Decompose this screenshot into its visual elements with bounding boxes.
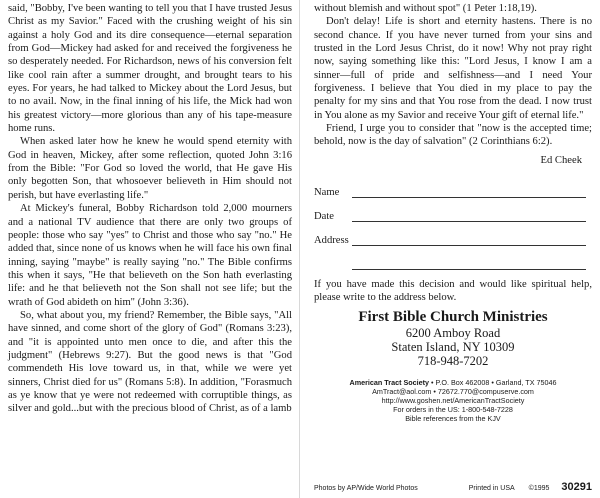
paragraph-what-about-you: So, what about you, my friend? Remember, the Bible says, "All have sinned, and come short of the glory of God" (Romans 3:23), and "it is appointed unto men once to die, and after this the judgment" (Hebrews 9:27). But the good news is that "God commendeth His love toward us, in that, while we were yet sinners, Christ died for us" (Romans 5:8). In addition, "Forasmuch as ye know that ye were not redeemed with corruptible things, as silver and gold...but with the precious blood of Christ, as of a lamb (8, 309, 292, 415)
ats-name: American Tract Society (349, 378, 430, 388)
ats-orders: For orders in the US: 1-800-548-7228 (393, 405, 513, 415)
copyright-year: ©1995 (528, 485, 550, 492)
photo-credit: Photos by AP/Wide World Photos (314, 485, 418, 492)
ats-email: AmTract@aol.com • 72672.770@compuserve.com (372, 387, 534, 397)
address-field-2[interactable] (314, 246, 592, 270)
name-label: Name (314, 186, 340, 198)
help-text: If you have made this decision and would like spiritual help, please write to the address below. (314, 278, 592, 304)
paragraph-continuation: without blemish and without spot" (1 Peter 1:18,19). (314, 3, 537, 14)
paragraph-dont-delay: Don't delay! Life is short and eternity hastens. There is no second chance. If you have never turned from your sins and trusted in the Lord Jesus Christ, do it now! Why not pray right now, saying something like this: "Lord Jesus, I know I am a sinner—full of pride and selfishness—and I need Your forgiveness. I believe that You died in my place to pay the penalty for my sins and that You rose from the dead. I now trust in You alone as my Savior and receive Your gift of eternal life." (314, 16, 592, 121)
address-label: Address (314, 234, 349, 246)
paragraph-eternity: When asked later how he knew he would spend eternity with God in heaven, Mickey, after some reflection, quoted John 3:16 from the Bible: "For God so loved the world, that He gave His only begotten Son, that whosoever believeth in Him should not perish, but have everlasting life." (8, 136, 292, 201)
address-line[interactable] (352, 233, 586, 246)
paragraph-funeral: At Mickey's funeral, Bobby Richardson told 2,000 mourners and a national TV audience that there are only two groups of people: those who say "yes" to Christ and those who say "no." He added that, since none of us knows when he will face his own final inning, saying "maybe" is really saying "no." The Bible confirms this when it says, "He that believeth on the Son hath everlasting life: and he that believeth not the Son shall not see life; but the wrath of God abideth on him" (John 3:36). (8, 203, 292, 308)
org-block (314, 308, 592, 368)
org-name: First Bible Church Ministries (358, 309, 548, 326)
footer (314, 481, 592, 493)
right-page (300, 0, 600, 498)
org-street: 6200 Amboy Road (405, 326, 501, 341)
org-phone: 718-948-7202 (417, 354, 489, 369)
ats-address-line (314, 378, 592, 387)
paragraph-urge: Friend, I urge you to consider that "now is the accepted time; behold, now is the day of salvation" (2 Corinthians 6:2). (314, 123, 592, 148)
ats-kjv: Bible references from the KJV (405, 414, 501, 424)
printed-in: Printed in USA (468, 485, 515, 492)
address-field[interactable] (314, 222, 592, 246)
name-field[interactable] (314, 174, 592, 198)
org-city: Staten Island, NY 10309 (391, 340, 515, 355)
date-label: Date (314, 210, 334, 222)
date-line[interactable] (352, 209, 586, 222)
ats-web: http://www.goshen.net/AmericanTractSociety (381, 396, 525, 406)
date-field[interactable] (314, 198, 592, 222)
tract-number: 30291 (561, 481, 592, 493)
ats-block (314, 378, 592, 423)
paragraph-conversion: said, "Bobby, I've been wanting to tell you that I have trusted Jesus Christ as my Savior." Faced with the crushing weight of his sin against a holy God and its dire consequence—eternal separation from God—Mickey had asked for and received the forgiveness he so desperately needed. For Richardson, news of his conversion felt like cool rain after a summer drought, and brought tears to his eyes. For years, he had talked to Mickey about the Lord Jesus, but to no avail. Now, in the final inning of his life, the Mick had won his greatest victory—more glorious than any of his tape-measure home runs. (8, 3, 292, 135)
ats-address: • P.O. Box 462008 • Garland, TX 75046 (429, 378, 557, 388)
address-line-2[interactable] (352, 257, 586, 270)
signature: Ed Cheek (540, 154, 582, 166)
name-line[interactable] (352, 185, 586, 198)
